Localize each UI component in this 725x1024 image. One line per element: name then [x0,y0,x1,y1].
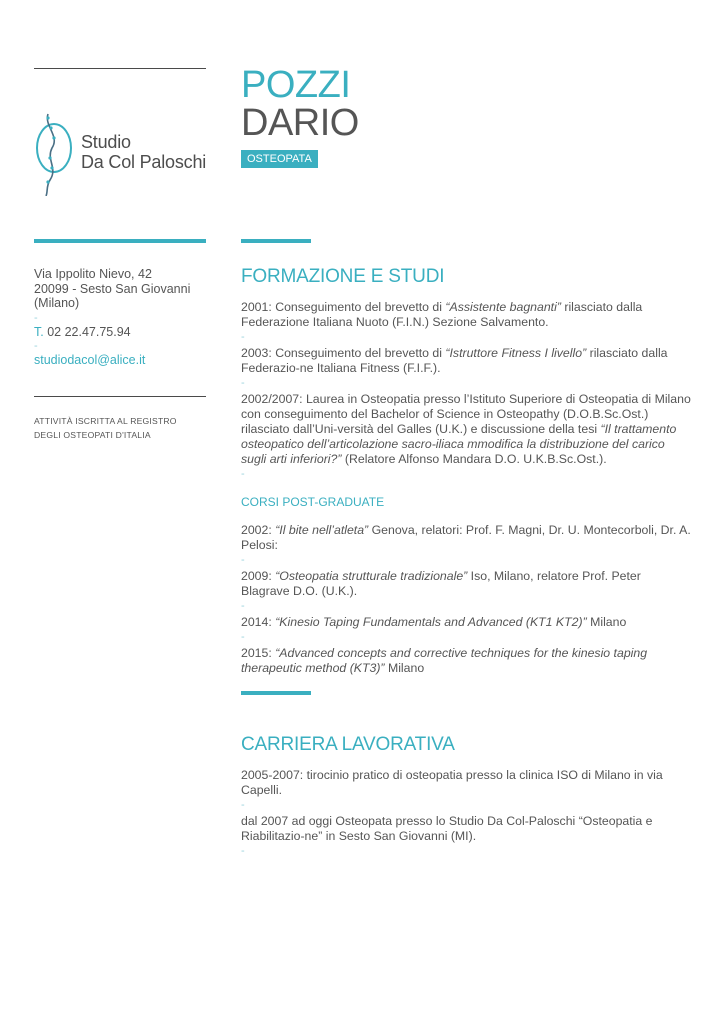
logo-line-1: Studio [81,132,131,152]
separator: - [241,799,245,811]
list-item: 2015: “Advanced concepts and corrective techniques for the kinesio taping therapeutic method (KT3)” Milano [241,646,648,675]
spine-logo-icon [30,110,78,196]
carriera-title: CARRIERA LAVORATIVA [241,734,455,755]
studio-logo [30,110,215,200]
registry-note [34,414,214,442]
list-item: 2014: “Kinesio Taping Fundamentals and Advanced (KT1 KT2)” Milano [241,615,627,629]
separator: - [34,311,38,324]
separator: - [241,554,245,566]
registry-note-line-1: ATTIVITÀ ISCRITTA AL REGISTRO [34,416,177,426]
name-header [241,66,359,142]
formazione-section [241,266,691,676]
list-item: 2005-2007: tirocinio pratico di osteopatia presso la clinica ISO di Milano in via Capelli. [241,768,663,797]
list-item: 2002: “Il bite nell’atleta” Genova, relatori: Prof. F. Magni, Dr. U. Montecorboli, Dr. A. Pelosi: [241,523,691,552]
surname: POZZI [241,64,351,106]
contact-block [34,267,214,368]
formazione-accent-rule [241,239,311,243]
carriera-accent-rule [241,691,311,695]
carriera-section [241,734,691,860]
separator: - [34,340,38,352]
address-city: 20099 - Sesto San Giovanni [34,281,191,296]
separator: - [241,600,245,612]
phone-label: T. [34,324,44,339]
left-accent-rule [34,239,206,243]
separator: - [241,331,245,343]
phone-number[interactable]: 02 22.47.75.94 [47,324,131,339]
email-link[interactable]: studiodacol@alice.it [34,353,146,367]
address-street: Via Ippolito Nievo, 42 [34,267,152,281]
list-item: dal 2007 ad oggi Osteopata presso lo Studio Da Col-Paloschi “Osteopatia e Riabilitazio-ne” in Sesto San Giovanni (MI). [241,814,653,843]
note-rule [34,396,206,397]
formazione-title: FORMAZIONE E STUDI [241,266,445,287]
registry-note-line-2: DEGLI OSTEOPATI D'ITALIA [34,430,151,440]
address-province: (Milano) [34,296,80,310]
top-left-rule [34,68,206,69]
role-badge: OSTEOPATA [241,150,318,168]
separator: - [241,631,245,643]
separator: - [241,377,245,389]
separator: - [241,845,245,857]
first-name: DARIO [241,102,359,144]
carriera-entries [241,768,691,858]
list-item: 2001: Conseguimento del brevetto di “Assistente bagnanti” rilasciato dalla Federazione Italiana Nuoto (F.I.N.) Sezione Salvamento. [241,300,643,329]
list-item: 2009: “Osteopatia strutturale tradizionale” Iso, Milano, relatore Prof. Peter Blagrave D.O. (U.K.). [241,569,641,598]
logo-line-2: Da Col Paloschi [81,152,207,172]
phone-row [34,325,214,340]
list-item: 2003: Conseguimento del brevetto di “Istruttore Fitness I livello” rilasciato dalla Federazio-ne Italiana Fitness (F.I.F.). [241,346,668,375]
corsi-title: CORSI POST-GRADUATE [241,495,385,509]
list-item: 2002/2007: Laurea in Osteopatia presso l’Istituto Superiore di Osteopatia di Milano con conseguimento del Bachelor of Science in Osteopathy (D.O.B.Sc.Ost.) rilasciato dall’Uni-versità del Galles (U.K.) e discussione della tesi “Il trattamento osteopatico dell’articolazione sacro-iliaca mmodifica la distribuzione del carico sugli arti inferiori?” (Relatore Alfonso Mandara D.O. U.K.B.Sc.Ost.). [241,392,691,466]
formazione-entries [241,300,691,481]
corsi-entries [241,523,691,676]
separator: - [241,468,245,480]
